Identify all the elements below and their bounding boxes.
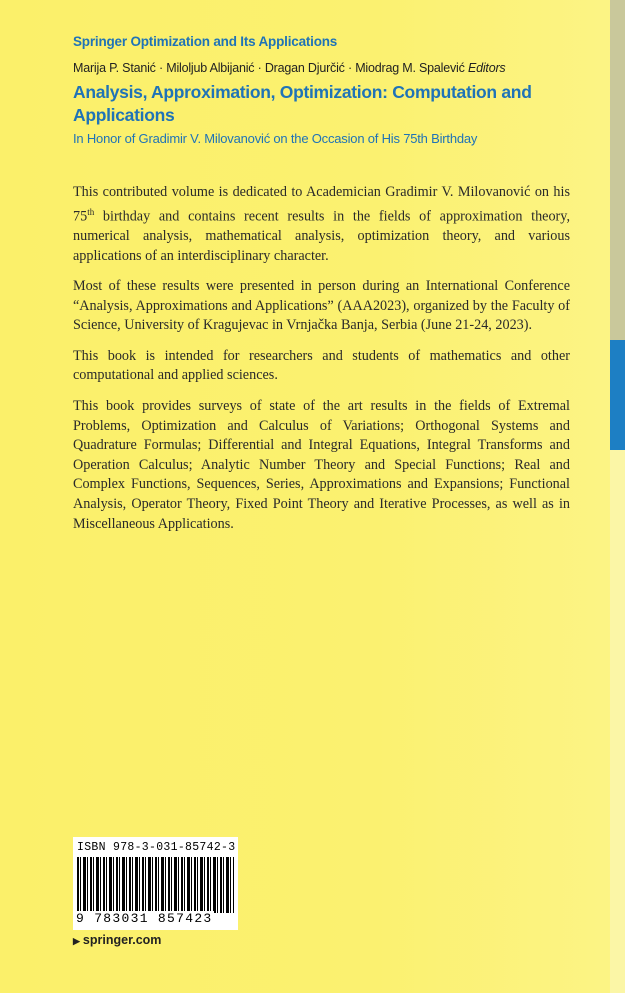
editors-line [73, 61, 505, 75]
arrow-right-icon: ▶ [73, 936, 80, 946]
description-paragraph-1: This contributed volume is dedicated to Academician Gradimir V. Milovanović on his 75th birthday and contains recent results in the fields of approximation theory, numerical analysis, mathematical analysis, optimization theory, and various applications of an interdisciplinary character. [73, 184, 570, 264]
editors-role: Editors [467, 61, 506, 75]
description-paragraph-2: Most of these results were presented in person during an International Conference “Analysis, Approximations and Applications” (AAA2023), organized by the Faculty of Science, University of Kragujevac in Vrnjačka Banja, Serbia (June 21-24, 2023). [73, 278, 570, 334]
spine-edge-dark [610, 0, 625, 340]
description-paragraph-4: This book provides surveys of state of the art results in the fields of Extremal Problems, Optimization and Calculus of Variations; Orthogonal Systems and Quadrature Formulas; Differential and Integral Equations, Integral Transforms and Operation Calculus; Analytic Number Theory and Special Functions; Real and Complex Functions, Sequences, Series, Approximations and Expansions; Functional Analysis, Operator Theory, Fixed Point Theory and Iterative Processes, as well as in Miscellaneous Applications. [73, 398, 570, 532]
barcode-digits: 9 783031 857423 [76, 911, 213, 926]
isbn-label: ISBN 978-3-031-85742-3 [77, 841, 236, 854]
spine-edge [610, 0, 625, 993]
book-title: Analysis, Approximation, Optimization: Computation and Applications [73, 82, 532, 125]
spine-edge-blue-band [610, 340, 625, 450]
publisher-link[interactable] [73, 933, 161, 947]
publisher-url: springer.com [82, 933, 162, 947]
series-title: Springer Optimization and Its Applications [73, 34, 338, 49]
book-subtitle: In Honor of Gradimir V. Milovanović on the Occasion of His 75th Birthday [73, 131, 478, 146]
editor-names: Marija P. Stanić · Miloljub Albijanić · Dragan Djurčić · Miodrag M. Spalević [73, 61, 465, 75]
description [73, 183, 570, 545]
description-paragraph-3: This book is intended for researchers and students of mathematics and other computational and applied sciences. [73, 347, 570, 384]
barcode-bars [77, 857, 234, 913]
isbn-barcode [73, 837, 238, 930]
spine-edge-light [610, 450, 625, 993]
